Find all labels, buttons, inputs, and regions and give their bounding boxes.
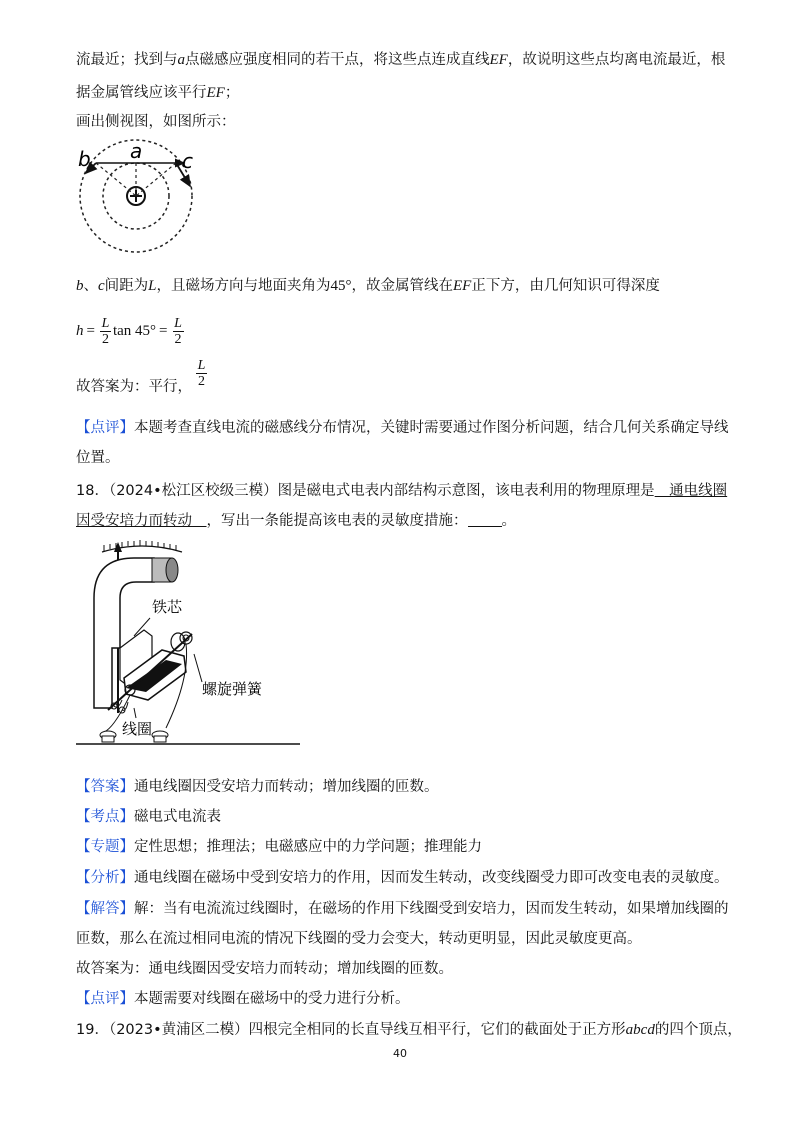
comment-17: 【点评】本题考查直线电流的磁感线分布情况，关键时需要通过作图分析问题，结合几何关系确定导线 bbox=[76, 420, 729, 436]
text-line-1: 流最近；找到与a点磁感应强度相同的若干点，将这些点连成直线EF，故说明这些点均离电流最近，根 bbox=[76, 52, 726, 68]
answer-18: 【答案】通电线圈因受安培力而转动；增加线圈的匝数。 bbox=[76, 779, 439, 795]
comment-18: 【点评】本题需要对线圈在磁场中的受力进行分析。 bbox=[76, 991, 410, 1007]
question-18-line1: 18．（2024•松江区校级三模）图是磁电式电表内部结构示意图，该电表利用的物理原理是 通电线圈 bbox=[76, 483, 728, 499]
galvanometer-figure bbox=[74, 538, 304, 750]
var-ef: EF bbox=[206, 85, 225, 101]
side-view-figure bbox=[74, 138, 214, 263]
text-line-2: 据金属管线应该平行EF； bbox=[76, 85, 240, 101]
label-a: a bbox=[130, 139, 143, 163]
text-line-3: 画出侧视图，如图所示： bbox=[76, 114, 236, 130]
point-18: 【考点】磁电式电流表 bbox=[76, 809, 221, 825]
var-ef: EF bbox=[489, 52, 508, 68]
answer-blank bbox=[468, 512, 502, 527]
comment-17-cont: 位置。 bbox=[76, 450, 120, 466]
text-line-4: b、c间距为L，且磁场方向与地面夹角为45°，故金属管线在EF正下方，由几何知识可得深度 bbox=[76, 278, 660, 294]
question-18-line2: 因受安培力而转动 ，写出一条能提高该电表的灵敏度措施： 。 bbox=[76, 513, 516, 529]
label-spiral-spring: 螺旋弹簧 bbox=[202, 680, 263, 698]
page-number: 40 bbox=[393, 1047, 407, 1060]
label-b: b bbox=[78, 147, 91, 171]
comment-tag: 【点评】 bbox=[76, 420, 134, 436]
solution-18: 【解答】解：当有电流流过线圈时，在磁场的作用下线圈受到安培力，因而发生转动，如果增加线圈的 bbox=[76, 901, 729, 917]
depth-formula: h = $\frac{L}{2}$ tan 45° = $\frac{L}{2}$ bbox=[76, 316, 182, 347]
var-a: a bbox=[177, 52, 185, 68]
final-answer-18: 故答案为：通电线圈因受安培力而转动；增加线圈的匝数。 bbox=[76, 961, 453, 977]
analysis-18: 【分析】通电线圈在磁场中受到安培力的作用，因而发生转动，改变线圈受力即可改变电表的灵敏度。 bbox=[76, 870, 729, 886]
label-iron-core: 铁芯 bbox=[152, 598, 183, 616]
label-coil: 线圈 bbox=[122, 720, 153, 738]
solution-18-cont: 匝数，那么在流过相同电流的情况下线圈的受力会变大，转动更明显，因此灵敏度更高。 bbox=[76, 931, 642, 947]
question-19: 19．（2023•黄浦区二模）四根完全相同的长直导线互相平行，它们的截面处于正方形abcd的四个顶点， bbox=[76, 1022, 742, 1038]
label-c: c bbox=[182, 149, 193, 173]
answer-17: 故答案为：平行， $\frac{L}{2}$ bbox=[76, 358, 206, 395]
topic-18: 【专题】定性思想；推理法；电磁感应中的力学问题；推理能力 bbox=[76, 839, 482, 855]
